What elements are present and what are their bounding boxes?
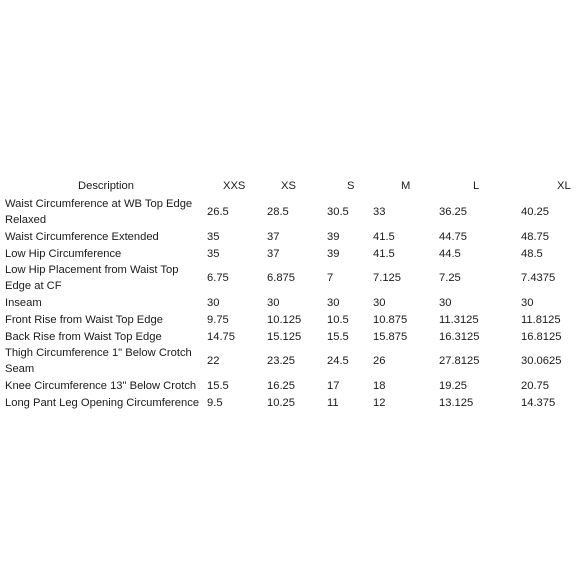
header-description: Description [78, 180, 134, 192]
cell-l: 11.3125 [439, 313, 479, 326]
table-row [5, 311, 577, 328]
cell-m: 15.875 [373, 330, 408, 343]
row-label: Thigh Circumference 1" Below Crotch Seam [5, 347, 192, 375]
table-row [5, 394, 577, 411]
cell-l: 19.25 [439, 379, 467, 392]
table-row [5, 345, 577, 377]
cell-xxs: 35 [207, 230, 220, 243]
row-label: Waist Circumference Extended [5, 230, 159, 243]
cell-xxs: 14.75 [207, 330, 235, 343]
cell-s: 17 [327, 379, 340, 392]
cell-s: 15.5 [327, 330, 349, 343]
cell-xxs: 22 [207, 355, 220, 367]
cell-m: 7.125 [373, 272, 401, 284]
cell-m: 10.875 [373, 313, 408, 326]
table-row [5, 228, 577, 245]
cell-s: 7 [327, 272, 334, 284]
cell-s: 39 [327, 247, 340, 260]
header-size-xxs: XXS [223, 180, 246, 192]
cell-s: 10.5 [327, 313, 349, 326]
cell-xl: 11.8125 [521, 313, 561, 326]
table-row [5, 196, 577, 228]
row-label: Front Rise from Waist Top Edge [5, 313, 163, 326]
header-size-xl: XL [557, 180, 571, 192]
table-row [5, 294, 577, 311]
cell-l: 44.75 [439, 230, 467, 243]
cell-xs: 10.125 [267, 313, 302, 326]
table-row [5, 262, 577, 294]
cell-xl: 7.4375 [521, 272, 556, 284]
cell-xxs: 15.5 [207, 379, 229, 392]
cell-m: 33 [373, 206, 386, 218]
row-label: Waist Circumference at WB Top Edge Relaxed [5, 198, 193, 226]
cell-xxs: 9.75 [207, 313, 229, 326]
cell-l: 7.25 [439, 272, 461, 284]
cell-l: 16.3125 [439, 330, 480, 343]
cell-xxs: 26.5 [207, 206, 229, 218]
cell-l: 27.8125 [439, 355, 480, 367]
cell-xl: 14.375 [521, 396, 556, 409]
cell-s: 30 [327, 296, 340, 309]
row-label: Low Hip Circumference [5, 247, 122, 260]
cell-xl: 48.75 [521, 230, 549, 243]
cell-xxs: 9.5 [207, 396, 223, 409]
cell-xxs: 6.75 [207, 272, 229, 284]
cell-xl: 30.0625 [521, 355, 562, 367]
table-row [5, 245, 577, 262]
row-label: Long Pant Leg Opening Circumference [5, 396, 200, 409]
cell-xl: 48.5 [521, 247, 543, 260]
table-row [5, 328, 577, 345]
cell-l: 30 [439, 296, 452, 309]
row-label: Knee Circumference 13" Below Crotch [5, 379, 197, 392]
cell-s: 11 [327, 396, 339, 409]
cell-xl: 20.75 [521, 379, 549, 392]
cell-s: 24.5 [327, 355, 349, 367]
cell-s: 30.5 [327, 206, 349, 218]
cell-m: 41.5 [373, 230, 395, 243]
cell-xl: 16.8125 [521, 330, 562, 343]
header-size-m: M [401, 180, 411, 192]
table-header [5, 176, 577, 196]
cell-xxs: 30 [207, 296, 220, 309]
cell-xs: 37 [267, 247, 280, 260]
row-label: Low Hip Placement from Waist Top Edge at CF [5, 264, 179, 292]
size-chart-table [5, 176, 577, 411]
cell-xs: 23.25 [267, 355, 295, 367]
header-size-l: L [473, 180, 480, 192]
table-body [5, 196, 577, 411]
cell-l: 36.25 [439, 206, 467, 218]
cell-xs: 15.125 [267, 330, 302, 343]
cell-s: 39 [327, 230, 340, 243]
cell-xxs: 35 [207, 247, 220, 260]
cell-xs: 37 [267, 230, 280, 243]
cell-xs: 6.875 [267, 272, 295, 284]
cell-xs: 28.5 [267, 206, 289, 218]
table-row [5, 377, 577, 394]
cell-m: 30 [373, 296, 386, 309]
cell-l: 44.5 [439, 247, 461, 260]
header-size-s: S [347, 180, 355, 192]
cell-xs: 16.25 [267, 379, 295, 392]
cell-xs: 10.25 [267, 396, 295, 409]
cell-l: 13.125 [439, 396, 474, 409]
header-row [5, 176, 577, 196]
cell-xl: 40.25 [521, 206, 549, 218]
cell-xl: 30 [521, 296, 534, 309]
row-label: Inseam [5, 296, 42, 309]
cell-xs: 30 [267, 296, 280, 309]
cell-m: 12 [373, 396, 386, 409]
cell-m: 41.5 [373, 247, 395, 260]
row-label: Back Rise from Waist Top Edge [5, 330, 162, 343]
cell-m: 26 [373, 355, 386, 367]
header-size-xs: XS [281, 180, 296, 192]
cell-m: 18 [373, 379, 386, 392]
